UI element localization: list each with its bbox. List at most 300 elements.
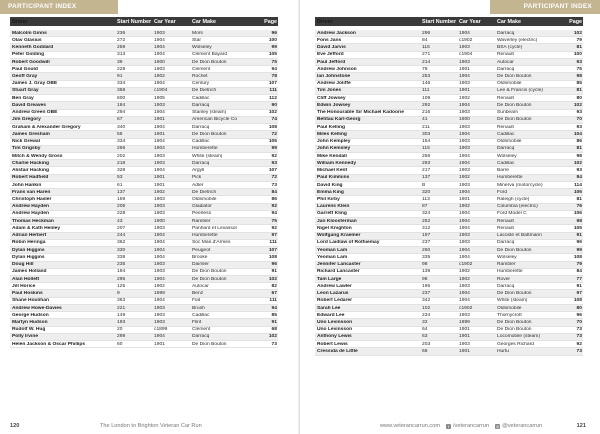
table-row <box>315 247 583 254</box>
table-row <box>10 66 278 73</box>
car-year: 1903 <box>459 341 470 347</box>
driver-name: Yeoman Lam <box>317 247 348 253</box>
driver-name: Robert Goodwill <box>12 59 50 65</box>
car-year: 1903 <box>154 262 165 268</box>
page-ref: 75 <box>271 59 277 65</box>
start-number: 221 <box>117 305 126 311</box>
car-make: Argyll <box>192 168 205 174</box>
col-car-make: Car Make <box>192 18 216 25</box>
start-number: 60 <box>117 341 123 347</box>
driver-name: Ian Johnstone <box>317 74 351 80</box>
driver-name: Anthony Lewis <box>317 334 352 340</box>
car-make: Darracq <box>497 66 515 72</box>
car-year: 1904 <box>459 102 470 108</box>
table-row <box>315 276 583 283</box>
start-number: 64 <box>422 327 428 333</box>
car-make: De Dion Bouton <box>497 74 532 80</box>
page-ref: 102 <box>573 30 582 36</box>
table-row <box>10 117 278 124</box>
driver-name: James Holland <box>12 269 47 275</box>
driver-name: Cliff Jowsey <box>317 95 346 101</box>
car-make: White (steam) <box>497 298 528 304</box>
car-make: Wolseley <box>497 254 517 260</box>
page-ref: 81 <box>576 197 582 202</box>
start-number: 235 <box>117 262 126 268</box>
driver-name: Ben Gray <box>12 95 34 101</box>
page-ref: 92 <box>576 341 582 347</box>
driver-name: David Jarvis <box>317 45 346 51</box>
page-ref: 70 <box>576 117 582 123</box>
car-year: c1904 <box>459 52 473 58</box>
publication-title: The London to Brighton Veteran Car Run <box>100 423 202 429</box>
car-make: Clément Bayard <box>192 52 228 58</box>
car-year: 1904 <box>154 81 165 87</box>
table-row <box>315 167 583 174</box>
table-row <box>315 52 583 59</box>
car-make: Humberette <box>192 233 218 239</box>
page-ref: 91 <box>271 319 277 325</box>
page-ref: 79 <box>576 37 582 43</box>
facebook-handle[interactable]: /veterancarrun <box>453 423 490 429</box>
page-ref: 84 <box>271 189 277 195</box>
start-number: 20 <box>117 327 123 333</box>
driver-name: Adrian Herbert <box>12 233 47 239</box>
start-number: 303 <box>422 131 431 137</box>
page-ref: 99 <box>576 247 582 253</box>
col-page: Page <box>264 18 277 25</box>
table-row <box>315 254 583 261</box>
table-row <box>315 66 583 73</box>
page-ref: 93 <box>576 59 582 65</box>
col-page: Page <box>569 18 582 25</box>
car-make: Humberette <box>497 269 523 275</box>
table-row <box>10 319 278 326</box>
car-make: Darracq <box>192 124 210 130</box>
car-make: De Dion Bouton <box>497 327 532 333</box>
table-row <box>315 312 583 319</box>
page-ref: 102 <box>573 160 582 166</box>
car-year: 1901 <box>459 197 470 202</box>
table-row <box>10 30 278 37</box>
table-row <box>10 95 278 102</box>
table-row <box>315 95 583 102</box>
start-number: 214 <box>422 59 431 65</box>
page-ref: 107 <box>268 168 277 174</box>
start-number: 87 <box>422 204 428 210</box>
start-number: 98 <box>422 262 428 268</box>
car-year: 1904 <box>154 247 165 253</box>
driver-name: Thomas Heckman <box>12 218 54 224</box>
driver-name: Shane Houlihan <box>12 298 49 304</box>
car-make: Daimler <box>192 262 209 268</box>
car-make: Stanley (steam) <box>192 110 227 116</box>
driver-name: Nigel Knighton <box>317 225 352 231</box>
car-year: 1903 <box>154 66 165 72</box>
page-ref: 85 <box>271 312 277 318</box>
car-make: Lacoste et Battmann <box>497 233 542 239</box>
table-row <box>315 124 583 131</box>
page-ref: 91 <box>576 283 582 289</box>
start-number: 340 <box>117 124 126 130</box>
car-make: De Dion Bouton <box>497 247 532 253</box>
driver-name: Alistair Hacking <box>12 168 49 174</box>
start-number: 216 <box>422 110 431 116</box>
start-number: 32 <box>422 319 428 325</box>
car-make: Mors <box>192 30 203 36</box>
table-row <box>10 139 278 146</box>
table-row <box>10 218 278 225</box>
car-year: 1903 <box>154 319 165 325</box>
driver-name: Sarah Lee <box>317 305 341 311</box>
table-row <box>10 341 278 348</box>
start-number: 78 <box>422 66 428 72</box>
page-ref: 73 <box>576 327 582 333</box>
start-number: 256 <box>422 153 431 159</box>
driver-name: Alan Hollett <box>12 276 40 282</box>
table-row <box>10 204 278 211</box>
page-ref: 93 <box>576 110 582 116</box>
page-ref: 111 <box>269 240 277 246</box>
car-year: 1904 <box>154 240 165 246</box>
driver-name: Robert Ledarer <box>317 298 353 304</box>
driver-name: David King <box>317 182 343 188</box>
instagram-handle[interactable]: @veterancarrun <box>502 423 543 429</box>
start-number: 43 <box>117 218 123 224</box>
car-year: c1904 <box>154 88 168 94</box>
page-ref: 111 <box>269 298 277 304</box>
car-make: Benz <box>192 291 204 297</box>
car-year: 1904 <box>459 153 470 159</box>
car-year: 1904 <box>154 52 165 58</box>
page-ref: 100 <box>573 52 582 58</box>
car-make: De Dion Bouton <box>192 341 227 347</box>
page-ref: 79 <box>576 262 582 268</box>
page-ref: 93 <box>271 160 277 166</box>
start-number: 335 <box>422 254 431 260</box>
driver-name: Andrew Hayden <box>12 211 49 217</box>
table-row <box>10 312 278 319</box>
driver-name: Cressida de Little <box>317 348 358 354</box>
start-number: 194 <box>117 269 126 275</box>
table-row <box>10 81 278 88</box>
website-link[interactable]: www.veterancarrun.com <box>380 423 440 429</box>
car-year: 1904 <box>459 160 470 166</box>
car-year: 1901 <box>459 334 470 340</box>
start-number: 96 <box>422 276 428 282</box>
start-number: 362 <box>117 240 126 246</box>
start-number: 260 <box>422 247 431 253</box>
start-number: 334 <box>117 139 126 145</box>
car-make: Cadillac <box>192 95 210 101</box>
car-make: Ford Model C <box>497 211 527 217</box>
driver-name: Andrew Green OBE <box>12 110 58 116</box>
page-ref: 97 <box>576 291 582 297</box>
car-make: BSA (cycle) <box>497 45 523 51</box>
car-year: 1902 <box>459 175 470 181</box>
start-number: 139 <box>422 269 431 275</box>
start-number: 67 <box>117 117 123 123</box>
col-driver: Driver <box>317 18 333 25</box>
driver-name: Nick Grewal <box>12 139 40 145</box>
car-make: Wolseley <box>497 153 517 159</box>
start-number: 324 <box>422 211 431 217</box>
car-make: De Dietrich <box>192 189 217 195</box>
page-ref: 77 <box>576 276 582 282</box>
car-make: Raleigh (cycle) <box>497 197 530 202</box>
table-row <box>315 233 583 240</box>
table-row <box>315 37 583 44</box>
page-ref: 99 <box>271 146 277 152</box>
start-number: 195 <box>422 283 431 289</box>
table-row <box>10 298 278 305</box>
car-year: 1902 <box>154 74 165 80</box>
table-row <box>315 269 583 276</box>
page-ref: 93 <box>576 168 582 174</box>
page-ref: 97 <box>271 233 277 239</box>
car-year: 1903 <box>459 168 470 174</box>
car-make: Peerless <box>192 211 212 217</box>
driver-name: Mike Kendall <box>317 153 347 159</box>
car-make: Autocar <box>497 59 514 65</box>
start-number: 111 <box>422 88 430 94</box>
car-make: Renault <box>497 218 514 224</box>
start-number: 184 <box>117 102 126 108</box>
driver-name: Paul Gould <box>12 66 38 72</box>
page-ref: 81 <box>576 88 582 94</box>
driver-name: Dylan Higgins <box>12 247 45 253</box>
page-ref: 106 <box>573 211 582 217</box>
page-ref: 81 <box>576 146 582 152</box>
driver-name: Olav Glasius <box>12 37 42 43</box>
driver-name: Charlie Hacking <box>12 160 49 166</box>
start-number: 228 <box>117 211 126 217</box>
start-number: 113 <box>422 197 430 202</box>
start-number: 205 <box>117 204 126 210</box>
car-make: Century <box>192 81 210 87</box>
start-number: 125 <box>117 283 126 289</box>
table-row <box>315 131 583 138</box>
start-number: 252 <box>422 218 431 224</box>
car-year: 1904 <box>154 110 165 116</box>
col-start-number: Start Number <box>422 18 457 25</box>
page-ref: 105 <box>573 225 582 231</box>
start-number: 295 <box>117 276 126 282</box>
car-year: 1902 <box>459 95 470 101</box>
driver-name: Mitch & Wendy Gross <box>12 153 63 159</box>
start-number: 193 <box>117 319 126 325</box>
participant-table-right <box>315 17 583 356</box>
page-ref: 70 <box>576 319 582 325</box>
car-make: Peugeot <box>192 247 211 253</box>
table-row <box>315 348 583 355</box>
start-number: 272 <box>117 37 126 43</box>
start-number: 312 <box>422 225 431 231</box>
car-make: Cadillac <box>497 131 515 137</box>
page-ref: 82 <box>271 283 277 289</box>
table-row <box>315 298 583 305</box>
car-year: 1904 <box>154 146 165 152</box>
driver-name: Doug Hill <box>12 262 34 268</box>
car-make: Hurtu <box>497 348 509 354</box>
car-make: Darracq <box>192 102 210 108</box>
table-row <box>10 305 278 312</box>
car-year: 1903 <box>459 110 470 116</box>
table-row <box>315 139 583 146</box>
table-row <box>315 189 583 196</box>
car-year: 1904 <box>459 218 470 224</box>
car-make: Rambler <box>497 262 516 268</box>
driver-name: William Kennedy <box>317 160 357 166</box>
car-year: 1900 <box>459 117 470 123</box>
car-make: Star <box>192 37 201 43</box>
start-number: 217 <box>422 168 431 174</box>
car-make: Cadillac <box>192 139 210 145</box>
car-make: De Dion Bouton <box>192 131 227 137</box>
start-number: 39 <box>117 59 123 65</box>
page-ref: 92 <box>271 204 277 210</box>
driver-name: Andrew Joliffe <box>317 81 351 87</box>
car-make: De Dion Bouton <box>497 291 532 297</box>
car-year: 1903 <box>459 182 470 188</box>
page-ref: 98 <box>576 74 582 80</box>
driver-name: James Gresham <box>12 131 50 137</box>
start-number: 84 <box>422 37 428 43</box>
car-make: White (steam) <box>192 153 223 159</box>
car-year: 1901 <box>154 182 165 188</box>
table-row <box>315 341 583 348</box>
car-make: Rover <box>497 276 511 282</box>
driver-name: Michael Kent <box>317 168 348 174</box>
table-row <box>315 327 583 334</box>
car-year: 1903 <box>154 305 165 311</box>
start-number: 294 <box>117 110 126 116</box>
table-row <box>10 167 278 174</box>
page-ref: 75 <box>271 218 277 224</box>
car-make: American Bicycle Co <box>192 117 238 123</box>
col-car-year: Car Year <box>459 18 481 25</box>
table-row <box>10 37 278 44</box>
page-ref: 80 <box>576 305 582 311</box>
car-year: 1901 <box>459 66 470 72</box>
start-number: 600 <box>117 95 126 101</box>
car-make: Barré <box>497 168 509 174</box>
section-tab: PARTICIPANT INDEX <box>490 0 600 14</box>
start-number: 109 <box>422 95 431 101</box>
table-row <box>315 81 583 88</box>
table-row <box>10 327 278 334</box>
facebook-icon: f <box>447 423 450 429</box>
page-ref: 92 <box>271 153 277 159</box>
page-number: 120 <box>10 423 20 429</box>
table-row <box>10 240 278 247</box>
table-row <box>315 196 583 203</box>
car-year: 1904 <box>154 254 165 260</box>
car-make: De Dietrich <box>192 88 217 94</box>
table-row <box>10 153 278 160</box>
car-year: 1899 <box>154 291 165 297</box>
car-year: 1904 <box>154 139 165 145</box>
car-year: 1903 <box>459 139 470 145</box>
car-year: 1904 <box>154 298 165 304</box>
car-year: 1904 <box>154 334 165 340</box>
driver-name: Jan Kloosterman <box>317 218 357 224</box>
start-number: 116 <box>422 45 430 51</box>
table-row <box>10 182 278 189</box>
car-make: Minerva (motorcycle) <box>497 182 543 188</box>
car-make: Oldsmobile <box>497 139 522 145</box>
car-year: 1904 <box>154 233 165 239</box>
start-number: 9 <box>117 291 120 297</box>
page-ref: 108 <box>268 254 277 260</box>
car-year: 1902 <box>459 276 470 282</box>
driver-name: Paul Kelling <box>317 124 345 130</box>
car-make: Soc Mari.d'Armes <box>192 240 231 246</box>
driver-name: Tam Large <box>317 276 342 282</box>
driver-name: Paul Hoskins <box>12 291 43 297</box>
page-ref: 96 <box>271 30 277 36</box>
start-number: 66 <box>422 348 428 354</box>
car-make: Lee & Francis (cycle) <box>497 88 543 94</box>
start-number: 41 <box>422 117 428 123</box>
car-make: Oldsmobile <box>497 305 522 311</box>
start-number: 63 <box>422 334 428 340</box>
table-row <box>10 247 278 254</box>
start-number: 259 <box>117 45 126 51</box>
table-row <box>315 110 583 117</box>
driver-name: Behtau Karl-Georg <box>317 117 361 123</box>
start-number: 137 <box>117 189 126 195</box>
table-row <box>10 334 278 341</box>
car-make: Darracq <box>192 160 210 166</box>
table-row <box>10 276 278 283</box>
car-year: c1902 <box>459 37 473 43</box>
car-make: De Dion Bouton <box>192 59 227 65</box>
start-number: 253 <box>422 74 431 80</box>
driver-name: Uno Levinsson <box>317 319 353 325</box>
page-ref: 106 <box>268 139 277 145</box>
car-make: De Dion Bouton <box>192 269 227 275</box>
start-number: 211 <box>422 124 430 130</box>
driver-name: Andrew Howe-Davies <box>12 305 62 311</box>
table-row <box>10 88 278 95</box>
car-year: 1902 <box>154 283 165 289</box>
col-driver: Driver <box>12 18 28 25</box>
driver-name: Garrett Kling <box>317 211 347 217</box>
driver-name: Martyn Hudson <box>12 319 48 325</box>
car-make: Flint <box>192 319 202 325</box>
page-ref: 114 <box>574 182 582 188</box>
car-make: De Dion Bouton <box>497 319 532 325</box>
driver-name: Kenneth Goddard <box>12 45 54 51</box>
car-year: 1903 <box>459 240 470 246</box>
table-row <box>315 182 583 189</box>
page-ref: 104 <box>573 131 582 137</box>
page-ref: 91 <box>271 269 277 275</box>
car-year: 1904 <box>459 254 470 260</box>
start-number: 237 <box>422 291 431 297</box>
car-make: Autocar <box>192 283 209 289</box>
table-row <box>10 254 278 261</box>
page-ref: 75 <box>576 66 582 72</box>
driver-name: Rudolf W. Hug <box>12 327 46 333</box>
instagram-icon: ◎ <box>495 423 500 429</box>
start-number: 244 <box>117 233 126 239</box>
driver-name: David Greaves <box>12 102 46 108</box>
table-row <box>315 262 583 269</box>
table-row <box>315 240 583 247</box>
table-row <box>10 189 278 196</box>
page-ref: 81 <box>576 45 582 51</box>
